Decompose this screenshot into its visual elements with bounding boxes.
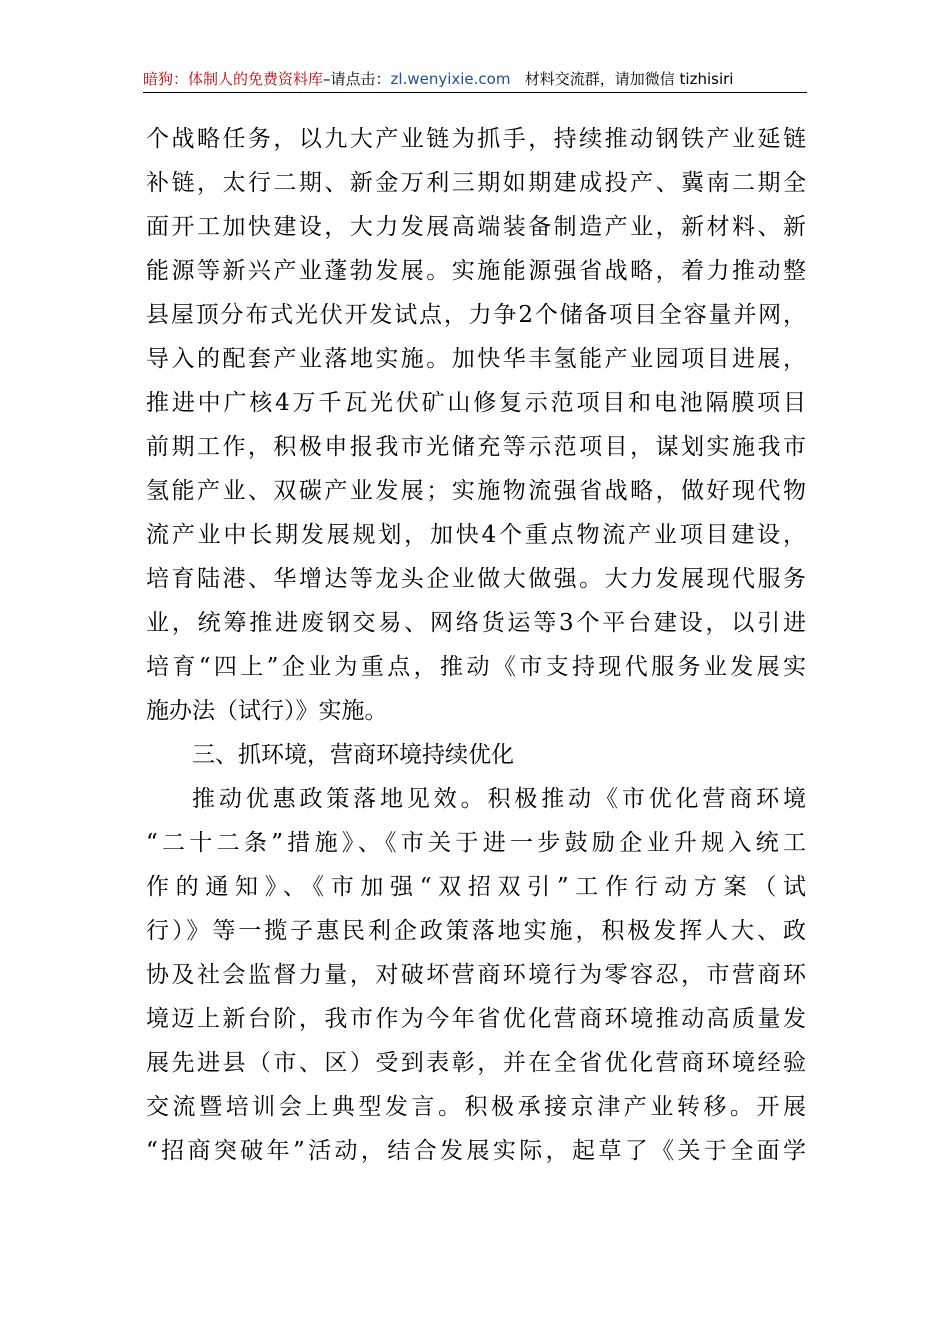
section-line: 交流暨培训会上典型发言。积极承接京津产业转移。开展 — [146, 1094, 806, 1120]
section-heading: 三、抓环境，营商环境持续优化 — [192, 742, 514, 768]
body-line: 施办法（试行）》实施。 — [146, 698, 388, 724]
body-line: 氢能产业、双碳产业发展；实施物流强省战略，做好现代物 — [146, 478, 806, 504]
page-header — [143, 68, 807, 93]
body-line: 流产业中长期发展规划，加快4个重点物流产业项目建设， — [146, 522, 806, 548]
body-line: 培育陆港、华增达等龙头企业做大做强。大力发展现代服务 — [146, 566, 806, 592]
document-body — [146, 117, 806, 1173]
header-link[interactable]: zl.wenyixie.com — [390, 70, 511, 88]
section-line: 作的通知》、《市加强“双招双引”工作行动方案（试 — [146, 874, 806, 900]
body-line: 推进中广核4万千瓦光伏矿山修复示范项目和电池隔膜项目 — [146, 390, 806, 416]
section-line: 展先进县（市、区）受到表彰，并在全省优化营商环境经验 — [146, 1050, 806, 1076]
body-line: 县屋顶分布式光伏开发试点，力争2个储备项目全容量并网， — [146, 302, 806, 328]
section-line: 协及社会监督力量，对破坏营商环境行为零容忍，市营商环 — [146, 962, 806, 988]
section-line: “招商突破年”活动，结合发展实际，起草了《关于全面学 — [146, 1138, 806, 1164]
header-brand: 暗狗：体制人的免费资料库 — [143, 70, 324, 88]
body-line: 面开工加快建设，大力发展高端装备制造产业，新材料、新 — [146, 214, 806, 240]
body-line: 补链，太行二期、新金万利三期如期建成投产、冀南二期全 — [146, 170, 806, 196]
body-line: 业，统筹推进废钢交易、网络货运等3个平台建设，以引进 — [146, 610, 806, 636]
section-line: 境迈上新台阶，我市作为今年省优化营商环境推动高质量发 — [146, 1006, 806, 1032]
section-line: 行）》等一揽子惠民利企政策落地实施，积极发挥人大、政 — [146, 918, 806, 944]
body-line: 个战略任务，以九大产业链为抓手，持续推动钢铁产业延链 — [146, 126, 806, 152]
body-line: 导入的配套产业落地实施。加快华丰氢能产业园项目进展， — [146, 346, 806, 372]
section-line: 推动优惠政策落地见效。积极推动《市优化营商环境 — [192, 786, 806, 812]
body-line: 前期工作，积极申报我市光储充等示范项目，谋划实施我市 — [146, 434, 806, 460]
body-line: 能源等新兴产业蓬勃发展。实施能源强省战略，着力推动整 — [146, 258, 806, 284]
body-line: 培育“四上”企业为重点，推动《市支持现代服务业发展实 — [146, 654, 806, 680]
header-link-prefix: –请点击： — [323, 70, 391, 88]
header-wechat-note: 材料交流群，请加微信 tizhisiri — [524, 70, 734, 88]
section-line: “二十二条”措施》、《市关于进一步鼓励企业升规入统工 — [146, 830, 806, 856]
